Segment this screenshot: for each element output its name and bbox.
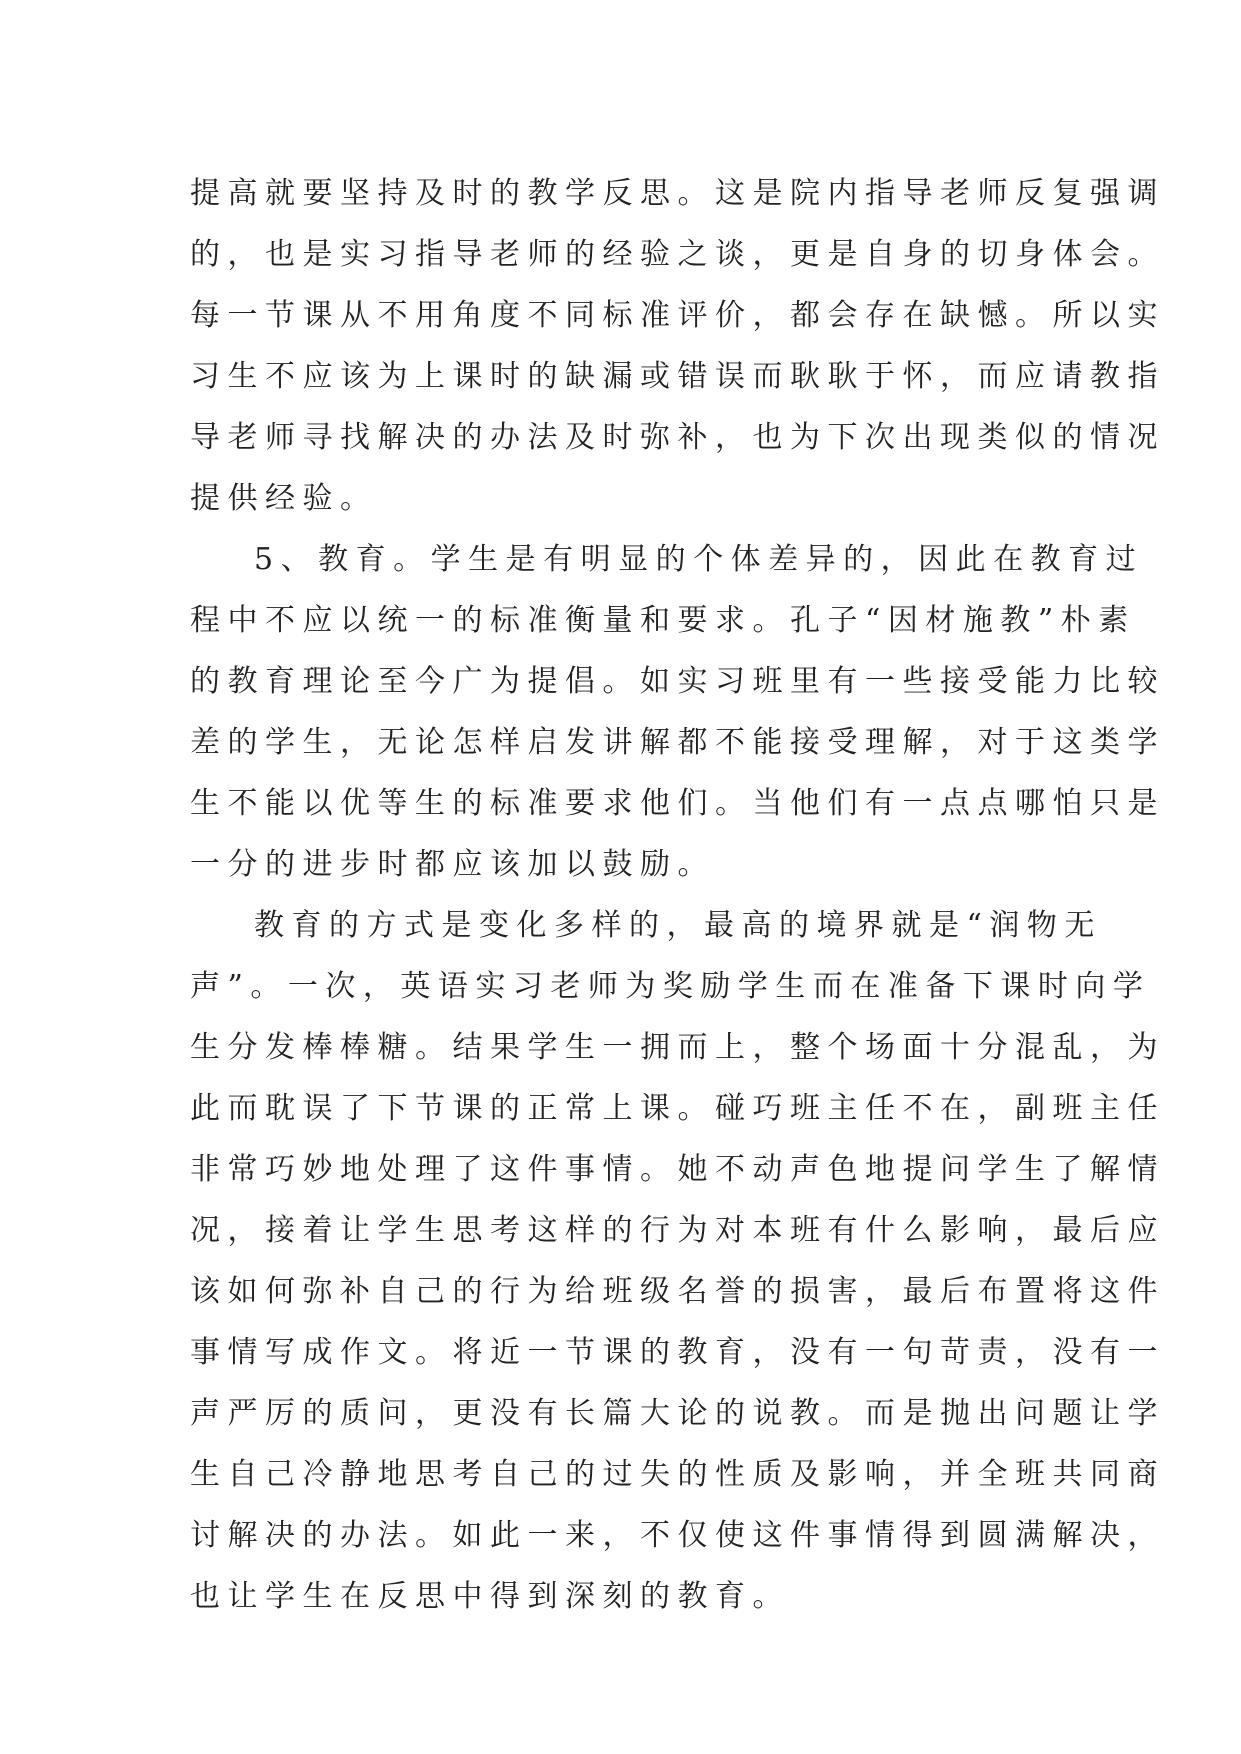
text-line: 的教育理论至今广为提倡。如实习班里有一些接受能力比较: [190, 664, 1165, 699]
text-line: 提高就要坚持及时的教学反思。这是院内指导老师反复强调: [190, 176, 1165, 211]
text-line: 该如何弥补自己的行为给班级名誉的损害，最后布置将这件: [190, 1274, 1165, 1309]
text-line: 声”。一次，英语实习老师为奖励学生而在准备下课时向学: [190, 969, 1151, 1004]
text-line: 提供经验。: [190, 481, 378, 516]
text-line: 生不能以优等生的标准要求他们。当他们有一点点哪怕只是: [190, 786, 1165, 821]
text-line: 一分的进步时都应该加以鼓励。: [190, 847, 715, 882]
text-line: 况，接着让学生思考这样的行为对本班有什么影响，最后应: [190, 1213, 1165, 1248]
text-line: 教育的方式是变化多样的，最高的境界就是“润物无: [254, 908, 1102, 943]
text-line: 5、教育。学生是有明显的个体差异的，因此在教育过: [254, 542, 1144, 577]
text-line: 非常巧妙地处理了这件事情。她不动声色地提问学生了解情: [190, 1152, 1165, 1187]
text-line: 程中不应以统一的标准衡量和要求。孔子“因材施教”朴素: [190, 603, 1136, 638]
paragraph-education-point-5: [190, 529, 1165, 895]
text-line: 讨解决的办法。如此一来，不仅使这件事情得到圆满解决，: [190, 1518, 1165, 1553]
paragraph-education-methods: [190, 895, 1165, 1627]
text-line: 事情写成作文。将近一节课的教育，没有一句苛责，没有一: [190, 1335, 1165, 1370]
text-line: 生分发棒棒糖。结果学生一拥而上，整个场面十分混乱，为: [190, 1030, 1165, 1065]
text-line: 声严厉的质问，更没有长篇大论的说教。而是抛出问题让学: [190, 1396, 1165, 1431]
text-line: 习生不应该为上课时的缺漏或错误而耿耿于怀，而应请教指: [190, 359, 1165, 394]
text-line: 也让学生在反思中得到深刻的教育。: [190, 1579, 790, 1614]
text-line: 生自己冷静地思考自己的过失的性质及影响，并全班共同商: [190, 1457, 1165, 1492]
document-body: [190, 163, 1165, 1627]
text-line: 差的学生，无论怎样启发讲解都不能接受理解，对于这类学: [190, 725, 1165, 760]
paragraph-reflection: [190, 163, 1165, 529]
text-line: 此而耽误了下节课的正常上课。碰巧班主任不在，副班主任: [190, 1091, 1165, 1126]
text-line: 的，也是实习指导老师的经验之谈，更是自身的切身体会。: [190, 237, 1165, 272]
text-line: 导老师寻找解决的办法及时弥补，也为下次出现类似的情况: [190, 420, 1165, 455]
text-line: 每一节课从不用角度不同标准评价，都会存在缺憾。所以实: [190, 298, 1165, 333]
